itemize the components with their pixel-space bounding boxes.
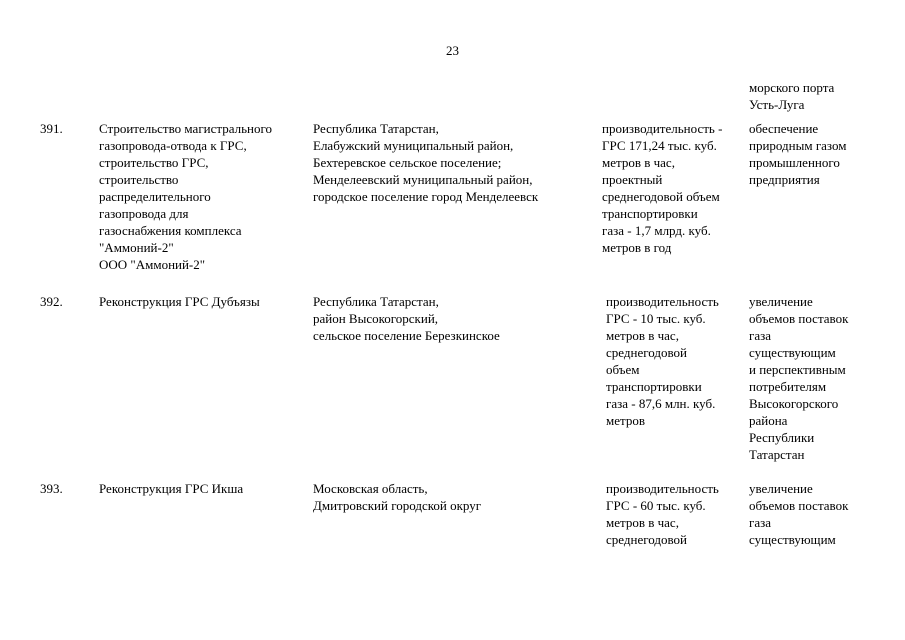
text-line: среднегодовой [606,345,687,360]
text-line: газа [749,515,772,530]
specification-cell [606,293,719,429]
text-line: промышленного [749,155,840,170]
text-line: метров в час, [606,515,679,530]
text-line: метров в час, [602,155,675,170]
text-line: производительность [606,481,719,496]
text-line: Республика Татарстан, [313,294,439,309]
text-line: метров в год [602,240,672,255]
text-line: метров в час, [606,328,679,343]
text-line: Высокогорского [749,396,839,411]
location-cell [313,120,538,205]
text-line: Менделеевский муниципальный район, [313,172,533,187]
text-line: городское поселение город Менделеевск [313,189,539,204]
purpose-cell [749,293,848,463]
text-line: газа [749,328,772,343]
text-line: Татарстан [749,447,805,462]
text-line: объемов поставок [749,498,849,513]
text-line: транспортировки [606,379,702,394]
object-name-cell [99,480,243,497]
text-line: увеличение [749,294,813,309]
text-line: Московская область, [313,481,428,496]
text-line: и перспективным [749,362,846,377]
text-line: природным газом [749,138,847,153]
text-line: предприятия [749,172,820,187]
text-line: Реконструкция ГРС Дубъязы [99,294,260,309]
text-line: метров [606,413,645,428]
text-line: сельское поселение Березкинское [313,328,500,343]
text-line: газа - 87,6 млн. куб. [606,396,716,411]
text-line: ООО "Аммоний-2" [99,257,206,272]
text-line: объем [606,362,640,377]
text-line: Усть-Луга [749,97,805,112]
row-number: 391. [40,121,63,136]
text-line: строительство ГРС, [99,155,209,170]
text-line: газопровода-отвода к ГРС, [99,138,247,153]
text-line: района [749,413,788,428]
text-line: Бехтеревское сельское поселение; [313,155,502,170]
text-line: газоснабжения комплекса [99,223,242,238]
text-line: существующим [749,345,836,360]
text-line: Елабужский муниципальный район, [313,138,514,153]
text-line: производительность [606,294,719,309]
text-line: Республика Татарстан, [313,121,439,136]
row-number: 392. [40,294,63,309]
text-line: газопровода для [99,206,189,221]
text-line: Республики [749,430,815,445]
object-name-cell [99,120,272,273]
text-line: производительность - [602,121,723,136]
text-line: увеличение [749,481,813,496]
location-cell [313,480,481,514]
specification-cell [606,480,719,548]
text-line: существующим [749,532,836,547]
text-line: Дмитровский городской округ [313,498,482,513]
row-number-cell [40,120,63,137]
text-line: среднегодовой [606,532,687,547]
object-name-cell [99,293,260,310]
row-number: 393. [40,481,63,496]
text-line: "Аммоний-2" [99,240,174,255]
text-line: ГРС 171,24 тыс. куб. [602,138,717,153]
purpose-cell [749,480,848,548]
text-line: район Высокогорский, [313,311,439,326]
text-line: потребителям [749,379,827,394]
text-line: Реконструкция ГРС Икша [99,481,244,496]
row-number-cell [40,480,63,497]
text-line: строительство [99,172,179,187]
text-line: среднегодовой объем [602,189,720,204]
text-line: Строительство магистрального [99,121,272,136]
row-number-cell [40,293,63,310]
text-line: морского порта [749,80,835,95]
page-number: 23 [446,43,459,58]
text-line: проектный [602,172,663,187]
text-line: обеспечение [749,121,819,136]
location-cell [313,293,500,344]
text-line: объемов поставок [749,311,849,326]
text-line: ГРС - 60 тыс. куб. [606,498,706,513]
purpose-cell [749,120,846,188]
text-line: ГРС - 10 тыс. куб. [606,311,706,326]
text-line: транспортировки [602,206,698,221]
specification-cell [602,120,722,256]
continuation-purpose-cell [749,79,834,113]
text-line: газа - 1,7 млрд. куб. [602,223,711,238]
text-line: распределительного [99,189,211,204]
